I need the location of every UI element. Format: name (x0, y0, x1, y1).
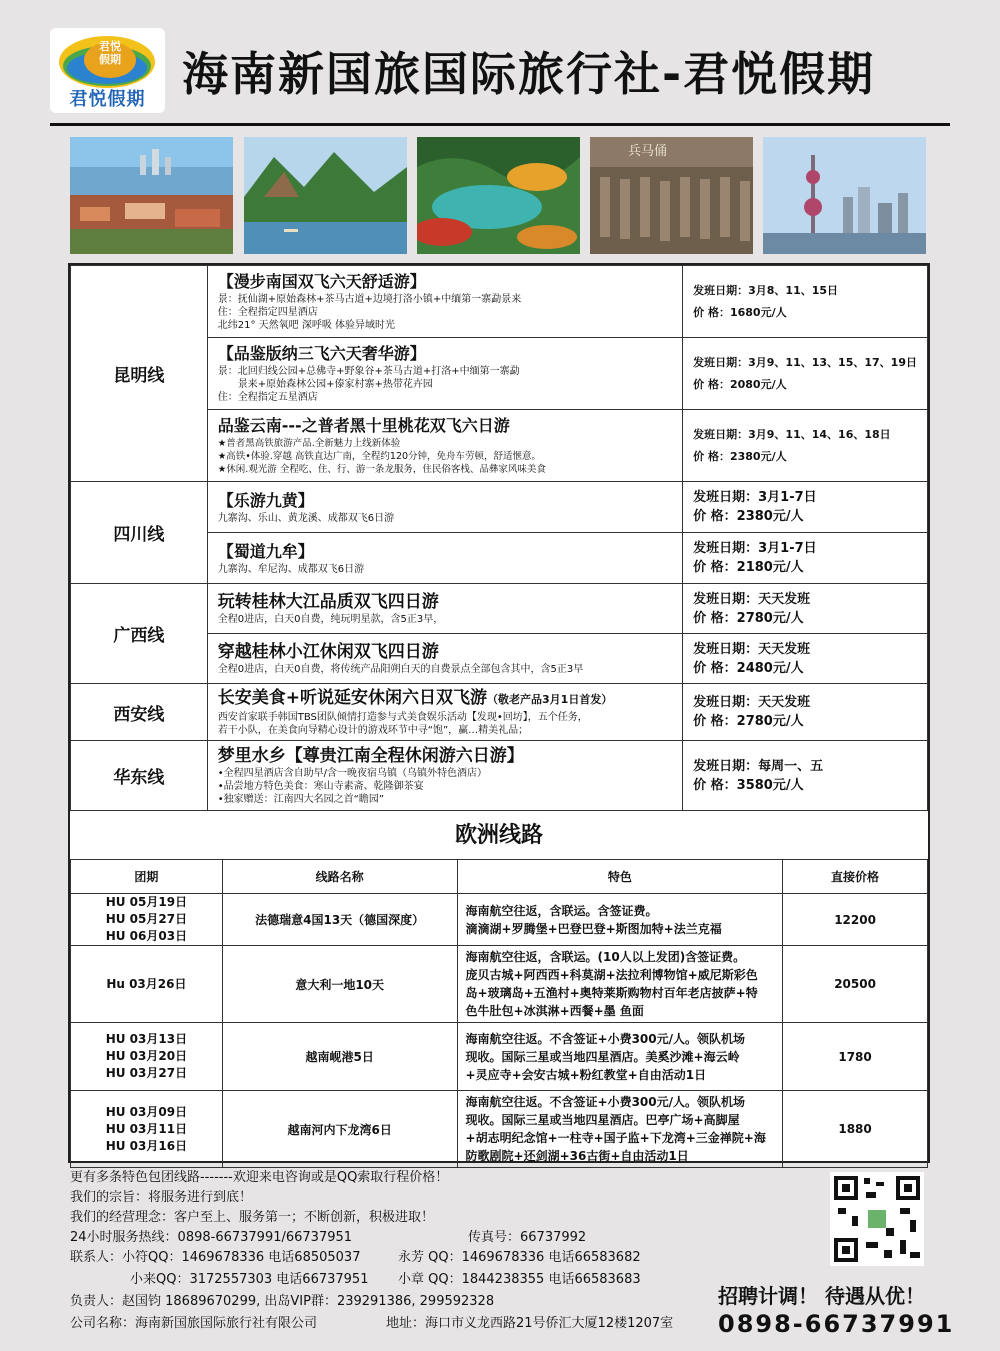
contact-line: 联系人：小符QQ：1469678336 电话68505037 (70, 1250, 361, 1265)
footer-line: 我们的宗旨：将服务进行到底！ (70, 1190, 253, 1205)
shanghai-skyline-photo (763, 137, 926, 254)
route-item: 穿越桂林小江休闲双飞四日游 全程0进店，白天0自费，将传统产品阳朔白天的自费景点全部包含其中，含5正3早 (207, 634, 682, 684)
logo-text: 君悦假期 (69, 89, 146, 110)
region-kunming: 昆明线 (71, 266, 208, 482)
price-cell: 1880 (783, 1091, 928, 1168)
table-row (71, 1023, 928, 1091)
price-cell: 20500 (783, 946, 928, 1023)
route-item: 【蜀道九牟】 九寨沟、牟尼沟、成都双飞6日游 (207, 533, 682, 584)
phone-number: 0898-66737991 (718, 1310, 955, 1338)
col-header-period: 团期 (71, 860, 223, 894)
domestic-routes-table (70, 265, 928, 811)
route-name-cell: 越南岘港5日 (222, 1023, 457, 1091)
region-guangxi: 广西线 (71, 584, 208, 684)
route-item: 【品鉴版纳三飞六天奢华游】 景：北回归线公园+总佛寺+野象谷+茶马古道+打洛+中缅第一寨勐 景来+原始森林公园+傣家村寨+热带花卉园 住：全程指定五星酒店 (207, 338, 682, 410)
price-cell: 12200 (783, 894, 928, 946)
features-cell: 海南航空往返。不含签证+小费300元/人。领队机场 现收。国际三星或当地四星酒店。美奚沙滩+海云岭 +灵应寺+会安古城+粉红教堂+自由活动1日 (457, 1023, 783, 1091)
coastal-city-photo (70, 137, 233, 254)
company-address: 地址：海口市义龙西路21号侨汇大厦12楼1207室 (386, 1316, 674, 1331)
route-name-cell: 法德瑞意4国13天（德国深度） (222, 894, 457, 946)
photo-strip (70, 137, 930, 254)
route-schedule: 发班日期：3月1-7日 价 格：2380元/人 (683, 482, 928, 533)
route-item: 【漫步南国双飞六天舒适游】 景：抚仙湖+原始森林+茶马古道+边境打洛小镇+中缅第一寨勐景来 住：全程指定四星酒店 北纬21° 天然氧吧 深呼吸 体验异域时光 (207, 266, 682, 338)
region-xian: 西安线 (71, 684, 208, 741)
region-sichuan: 四川线 (71, 482, 208, 584)
col-header-features: 特色 (457, 860, 783, 894)
route-item: 品鉴云南---之普者黑十里桃花双飞六日游 ★普者黑高铁旅游产品.全新魅力上线新体验 ★高铁•体验.穿越 高铁直达广南，全程约120分钟，免舟车劳顿，舒适惬意。 ★休闲.观光游 全程吃、住、行、游一条龙服务，住民俗客栈、品彝家风味美食 (207, 410, 682, 482)
period-cell: HU 05月19日 HU 05月27日 HU 06月03日 (71, 894, 223, 946)
period-cell: HU 03月09日 HU 03月11日 HU 03月16日 (71, 1091, 223, 1168)
table-row (71, 946, 928, 1023)
route-schedule: 发班日期：天天发班 价 格：2480元/人 (683, 634, 928, 684)
europe-section-title: 欧洲线路 (454, 823, 543, 848)
contact-line: 小章 QQ：1844238355 电话66583683 (398, 1272, 641, 1287)
route-item: 梦里水乡【尊贵江南全程休闲游六日游】 •全程四星酒店含自助早/含一晚夜宿乌镇（乌镇外特色酒店） •品尝地方特色美食：寒山寺素斋、乾隆御茶宴 •独家赠送：江南四大名园之首“瞻园” (207, 741, 682, 811)
route-schedule: 发班日期：3月9、11、14、16、18日 价 格：2380元/人 (683, 410, 928, 482)
features-cell: 海南航空往返。不含签证+小费300元/人。领队机场 现收。国际三星或当地四星酒店。巴亭广场+高脚屋 +胡志明纪念馆+一柱寺+国子监+下龙湾+三金禅院+海 防歌剧院+还剑湖+36古街+自由活动1日 (457, 1091, 783, 1168)
terracotta-warriors-photo (590, 137, 753, 254)
manager-line: 负责人：赵国钧 18689670299, 出岛VIP群：239291386, 299592328 (70, 1294, 495, 1309)
route-schedule: 发班日期：天天发班 价 格：2780元/人 (683, 684, 928, 741)
company-name: 公司名称：海南新国旅国际旅行社有限公司 (70, 1316, 318, 1331)
period-cell: HU 03月13日 HU 03月20日 HU 03月27日 (71, 1023, 223, 1091)
europe-routes-table (70, 859, 928, 1168)
route-note: （敬老产品3月1日首发） (487, 693, 613, 706)
page-title: 海南新国旅国际旅行社-君悦假期 (182, 47, 876, 101)
period-cell: Hu 03月26日 (71, 946, 223, 1023)
table-row (71, 894, 928, 946)
features-cell: 海南航空往返，含联运。含签证费。 滴滴湖+罗腾堡+巴登巴登+斯图加特+法兰克福 (457, 894, 783, 946)
route-name-cell: 意大利一地10天 (222, 946, 457, 1023)
price-cell: 1780 (783, 1023, 928, 1091)
contact-line: 永芳 QQ：1469678336 电话66583682 (398, 1250, 641, 1265)
route-item: 玩转桂林大江品质双飞四日游 全程0进店，白天0自费，纯玩明星款，含5正3早， (207, 584, 682, 634)
recruitment-notice: 招聘计调！ 待遇从优！ (718, 1284, 925, 1308)
route-name-cell: 越南河内下龙湾6日 (222, 1091, 457, 1168)
river-mountain-photo (244, 137, 407, 254)
header-divider (50, 123, 950, 126)
region-huadong: 华东线 (71, 741, 208, 811)
features-cell: 海南航空往返，含联运。(10人以上发团)含签证费。 庞贝古城+阿西西+科莫湖+法拉利博物馆+威尼斯彩色 岛+玻璃岛+五渔村+奥特莱斯购物村百年老店披萨+特 色牛肚包+冰淇淋+西餐+墨 鱼面 (457, 946, 783, 1023)
col-header-price: 直接价格 (783, 860, 928, 894)
hotline: 24小时服务热线：0898-66737991/66737951 (70, 1230, 353, 1245)
table-header-row (71, 860, 928, 894)
company-logo (50, 28, 165, 113)
route-item: 【乐游九黄】 九寨沟、乐山、黄龙溪、成都双飞6日游 (207, 482, 682, 533)
jiuzhaigou-lake-photo (417, 137, 580, 254)
route-schedule: 发班日期：天天发班 价 格：2780元/人 (683, 584, 928, 634)
routes-card (68, 263, 930, 1163)
header (0, 0, 1000, 128)
route-schedule: 发班日期：3月8、11、15日 价 格：1680元/人 (683, 266, 928, 338)
photo-caption: 兵马俑 (628, 144, 668, 159)
table-row (71, 1091, 928, 1168)
route-schedule: 发班日期：每周一、五 价 格：3580元/人 (683, 741, 928, 811)
col-header-route: 线路名称 (222, 860, 457, 894)
footer-line: 更有多条特色包团线路-------欢迎来电咨询或是QQ索取行程价格！ (70, 1170, 449, 1185)
logo-inner-text: 君悦 假期 (99, 40, 121, 66)
contact-line: 小来QQ：3172557303 电话66737951 (130, 1272, 369, 1287)
route-schedule: 发班日期：3月1-7日 价 格：2180元/人 (683, 533, 928, 584)
footer-line: 我们的经营理念：客户至上、服务第一；不断创新，积极进取！ (70, 1210, 435, 1225)
qr-code (830, 1172, 924, 1266)
fax-number: 传真号：66737992 (468, 1230, 587, 1245)
route-item: 长安美食+听说延安休闲六日双飞游（敬老产品3月1日首发） 西安首家联手韩国TBS团队倾情打造参与式美食娱乐活动【发现•回坊】，五个任务， 若干小队，在美食向导精心设计的游戏环节中寻“饱”，赢…精美礼品； (207, 684, 682, 741)
route-schedule: 发班日期：3月9、11、13、15、17、19日 价 格：2080元/人 (683, 338, 928, 410)
